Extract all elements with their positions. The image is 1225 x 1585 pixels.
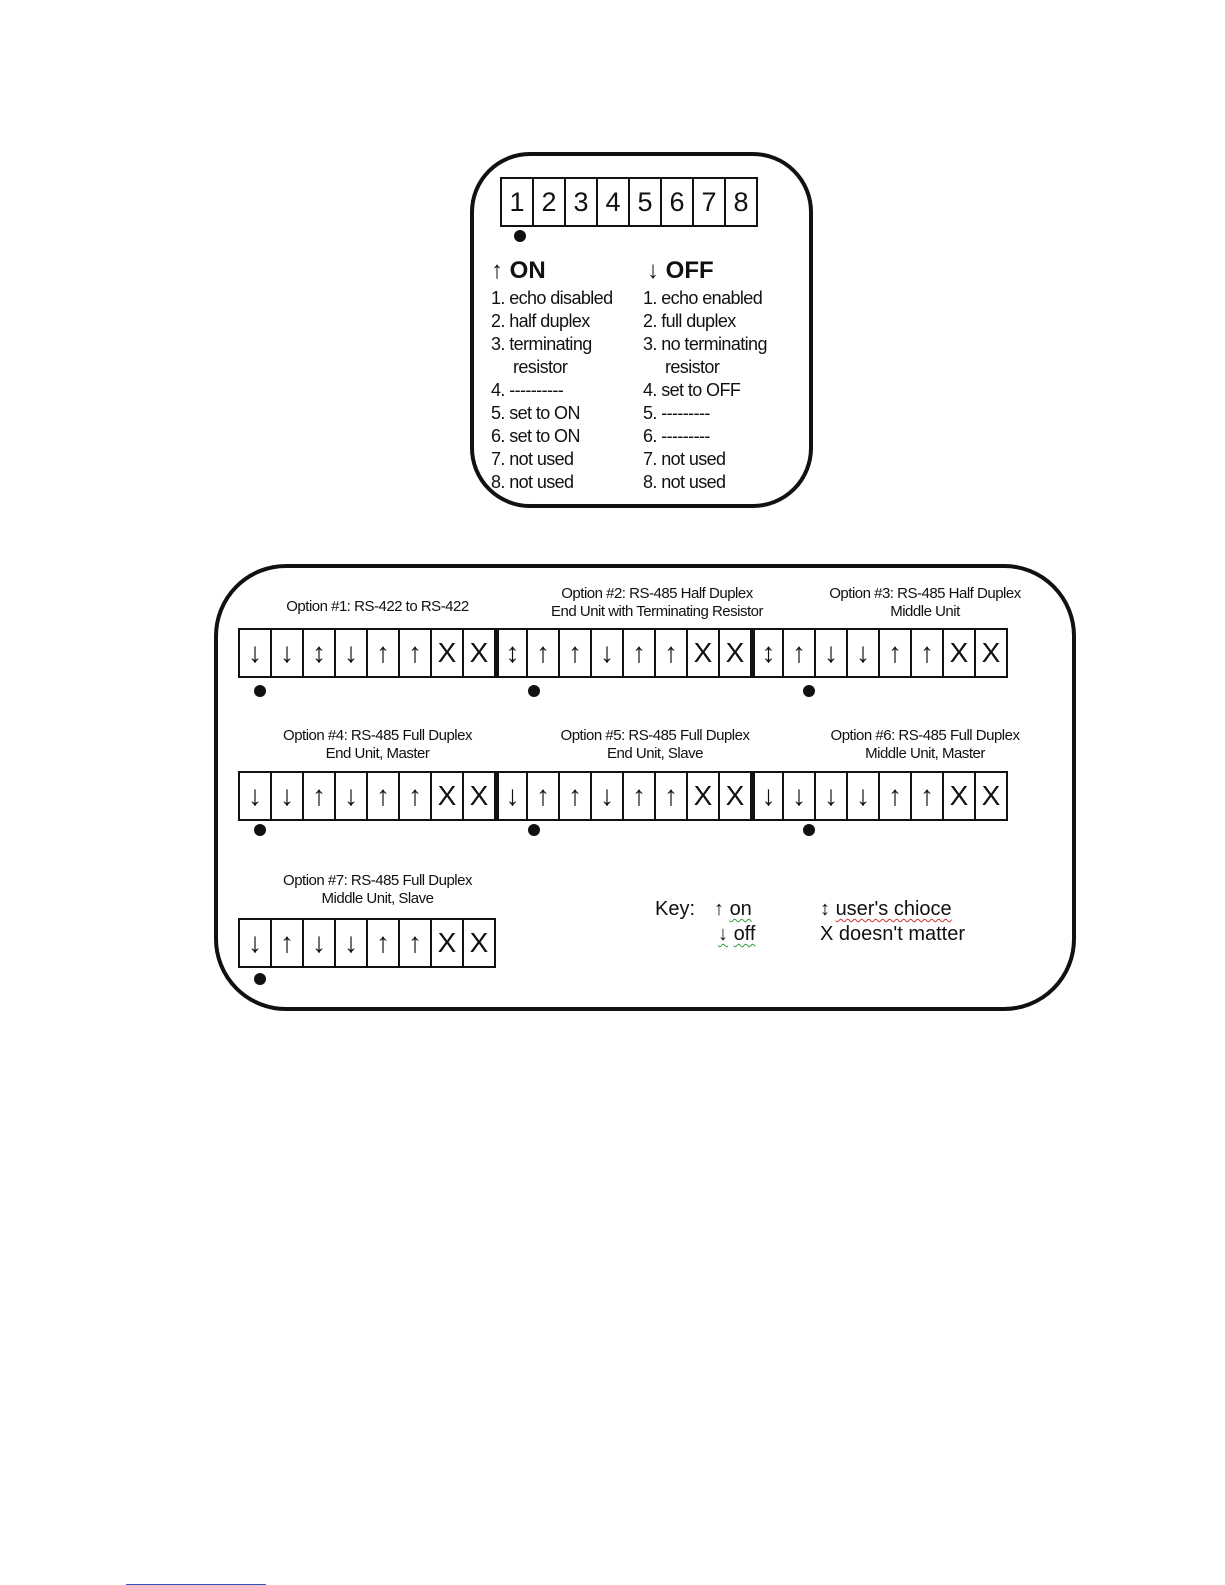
off-item-4: 4. set to OFF [643, 380, 741, 400]
option-1-switch-3: ↕ [302, 628, 336, 678]
key-off-entry [718, 922, 755, 946]
option-4-switch-5: ↑ [366, 771, 400, 821]
option-2-switch-7: X [686, 628, 720, 678]
option-7-switch-3: ↓ [302, 918, 336, 968]
on-item-6: 6. set to ON [491, 426, 580, 446]
option-7-switch-7: X [430, 918, 464, 968]
option-1-switch-1: ↓ [238, 628, 272, 678]
option-1-pin-marker [254, 685, 266, 697]
option-7-switch-6: ↑ [398, 918, 432, 968]
down-arrow-icon: ↓ [718, 923, 728, 945]
off-item-7: 7. not used [643, 449, 726, 469]
option-7-pin-marker [254, 973, 266, 985]
option-6-switch-1: ↓ [750, 771, 784, 821]
option-1-switch-8: X [462, 628, 496, 678]
option-2-pin-marker [528, 685, 540, 697]
on-item-7: 7. not used [491, 449, 574, 469]
option-7-switch-1: ↓ [238, 918, 272, 968]
option-7-title-line1: Option #7: RS-485 Full Duplex [283, 872, 472, 889]
option-6-switch-6: ↑ [910, 771, 944, 821]
up-down-arrow-icon: ↕ [820, 898, 830, 920]
option-2-title [512, 585, 802, 621]
option-2-switch-5: ↑ [622, 628, 656, 678]
option-2-switch-3: ↑ [558, 628, 592, 678]
option-3-switch-7: X [942, 628, 976, 678]
option-4-title-line1: Option #4: RS-485 Full Duplex [283, 727, 472, 744]
option-2-title-line1: Option #2: RS-485 Half Duplex [561, 585, 753, 602]
off-heading [647, 257, 714, 285]
key-choice-text: user's chioce [835, 898, 952, 920]
option-1-switch-2: ↓ [270, 628, 304, 678]
key-on-entry [714, 897, 752, 921]
option-5-switch-8: X [718, 771, 752, 821]
option-6-pin-marker [803, 824, 815, 836]
option-5-pin-marker [528, 824, 540, 836]
on-heading [491, 257, 546, 285]
switch-number-4: 4 [596, 177, 630, 227]
on-settings-list [491, 287, 613, 494]
switch-number-7: 7 [692, 177, 726, 227]
option-6-title-line1: Option #6: RS-485 Full Duplex [830, 727, 1020, 744]
option-4-switch-6: ↑ [398, 771, 432, 821]
option-4-switch-7: X [430, 771, 464, 821]
option-5-title-line2: End Unit, Slave [607, 745, 703, 762]
key-label: Key: [655, 898, 696, 920]
option-3-switch-2: ↑ [782, 628, 816, 678]
option-6-title-line2: Middle Unit, Master [865, 745, 985, 762]
switch-number-3: 3 [564, 177, 598, 227]
option-6-switch-4: ↓ [846, 771, 880, 821]
option-3-switch-1: ↕ [750, 628, 784, 678]
off-item-6: 6. --------- [643, 426, 710, 446]
option-7-switch-8: X [462, 918, 496, 968]
option-3-switch-6: ↑ [910, 628, 944, 678]
option-6-switch-2: ↓ [782, 771, 816, 821]
option-3-switch-5: ↑ [878, 628, 912, 678]
option-2-switch-2: ↑ [526, 628, 560, 678]
option-5-title-line1: Option #5: RS-485 Full Duplex [560, 727, 750, 744]
option-4-title-line2: End Unit, Master [325, 745, 430, 762]
off-item-1: 1. echo enabled [643, 288, 763, 308]
option-7-switch-5: ↑ [366, 918, 400, 968]
option-3-title-line2: Middle Unit [890, 603, 960, 620]
option-1-switch-5: ↑ [366, 628, 400, 678]
option-5-switch-3: ↑ [558, 771, 592, 821]
option-5-switch-2: ↑ [526, 771, 560, 821]
option-5-switch-1: ↓ [494, 771, 528, 821]
option-3-switch-3: ↓ [814, 628, 848, 678]
off-item-3: 3. no terminating [643, 334, 767, 354]
key-choice-entry [820, 897, 952, 921]
on-item-8: 8. not used [491, 472, 574, 492]
up-arrow-icon: ↑ [714, 898, 724, 920]
off-heading-text: ↓ OFF [647, 257, 714, 284]
option-4-switch-4: ↓ [334, 771, 368, 821]
option-4-switch-2: ↓ [270, 771, 304, 821]
on-item-4: 4. ---------- [491, 380, 564, 400]
option-5-switch-6: ↑ [654, 771, 688, 821]
option-1-title [240, 598, 515, 616]
on-heading-text: ↑ ON [491, 257, 546, 284]
option-5-title [515, 727, 795, 763]
option-5-switch-7: X [686, 771, 720, 821]
on-item-2: 2. half duplex [491, 311, 590, 331]
option-7-title-line2: Middle Unit, Slave [321, 890, 434, 907]
option-3-title [790, 585, 1060, 621]
option-7-switch-2: ↑ [270, 918, 304, 968]
off-settings-list [643, 287, 767, 494]
off-item-2: 2. full duplex [643, 311, 736, 331]
option-3-switch-4: ↓ [846, 628, 880, 678]
option-4-switch-8: X [462, 771, 496, 821]
option-7-switch-4: ↓ [334, 918, 368, 968]
option-2-switch-1: ↕ [494, 628, 528, 678]
option-5-switch-4: ↓ [590, 771, 624, 821]
option-3-pin-marker [803, 685, 815, 697]
switch-row-options-4-6 [238, 771, 1008, 821]
on-item-3-cont: resistor [513, 357, 568, 377]
option-2-switch-8: X [718, 628, 752, 678]
on-item-1: 1. echo disabled [491, 288, 613, 308]
key-dontcare-entry [820, 922, 965, 946]
option-6-switch-7: X [942, 771, 976, 821]
switch-row-option-7 [238, 918, 496, 968]
option-1-switch-6: ↑ [398, 628, 432, 678]
option-1-switch-7: X [430, 628, 464, 678]
option-4-switch-1: ↓ [238, 771, 272, 821]
switch-number-8: 8 [724, 177, 758, 227]
on-item-3: 3. terminating [491, 334, 592, 354]
key-on-text: on [729, 898, 752, 920]
option-3-switch-8: X [974, 628, 1008, 678]
off-item-5: 5. --------- [643, 403, 710, 423]
on-item-5: 5. set to ON [491, 403, 580, 423]
x-mark-icon: X [820, 923, 834, 945]
option-6-switch-8: X [974, 771, 1008, 821]
switch-number-5: 5 [628, 177, 662, 227]
pin-1-marker [514, 230, 526, 242]
switch-number-1: 1 [500, 177, 534, 227]
option-2-switch-6: ↑ [654, 628, 688, 678]
switch-number-6: 6 [660, 177, 694, 227]
option-4-pin-marker [254, 824, 266, 836]
option-4-switch-3: ↑ [302, 771, 336, 821]
option-6-switch-5: ↑ [878, 771, 912, 821]
off-item-3-cont: resistor [665, 357, 720, 377]
switch-row-options-1-3 [238, 628, 1008, 678]
switch-number-2: 2 [532, 177, 566, 227]
key-off-text: off [733, 923, 756, 945]
dip-switch-number-row [500, 177, 758, 227]
option-3-title-line1: Option #3: RS-485 Half Duplex [829, 585, 1021, 602]
option-5-switch-5: ↑ [622, 771, 656, 821]
key-dontcare-text: doesn't matter [838, 923, 966, 945]
off-item-8: 8. not used [643, 472, 726, 492]
option-2-title-line2: End Unit with Terminating Resistor [551, 603, 763, 620]
option-2-switch-4: ↓ [590, 628, 624, 678]
option-1-switch-4: ↓ [334, 628, 368, 678]
option-1-title-line1: Option #1: RS-422 to RS-422 [286, 598, 469, 615]
option-4-title [240, 727, 515, 763]
option-6-switch-3: ↓ [814, 771, 848, 821]
option-7-title [240, 872, 515, 908]
option-6-title [790, 727, 1060, 763]
